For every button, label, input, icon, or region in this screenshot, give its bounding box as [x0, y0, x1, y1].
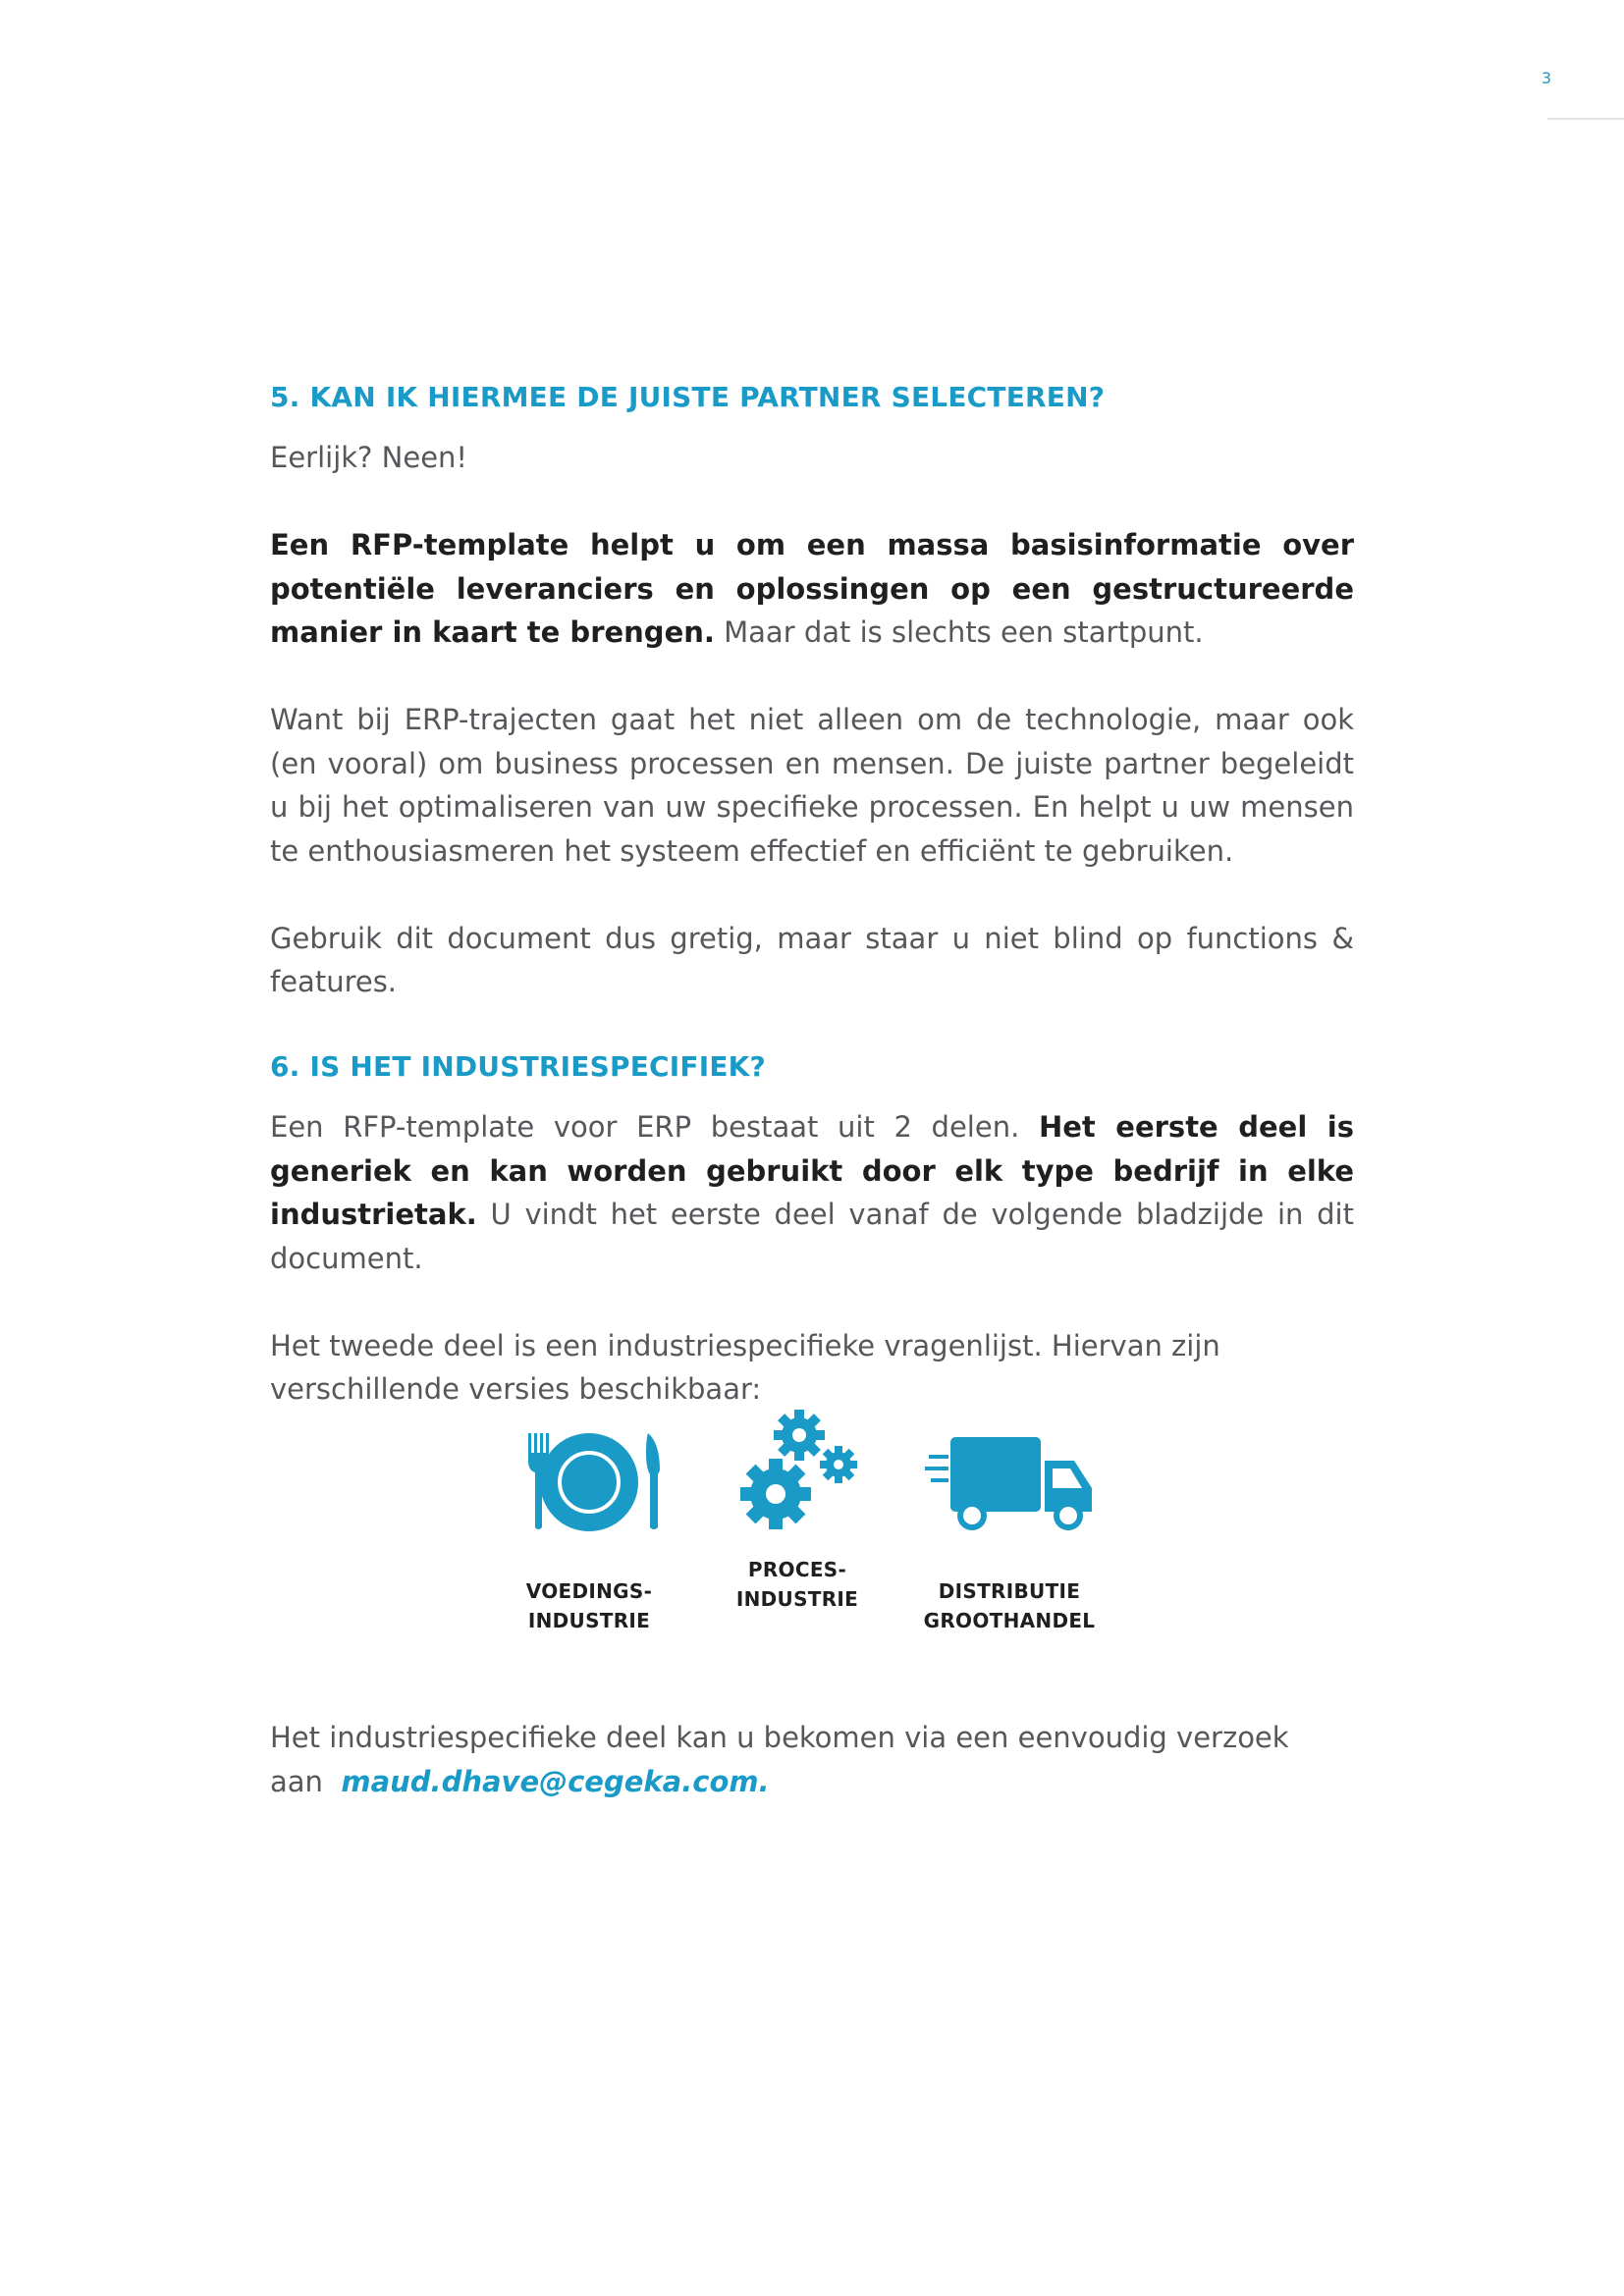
section-6	[270, 1050, 1354, 1083]
paragraph-second-part: Het tweede deel is een industriespecifieke vragenlijst. Hiervan zijn verschillende versies beschikbaar:	[270, 1328, 1220, 1406]
industry-list	[0, 1433, 1624, 1669]
gears-icon	[729, 1408, 866, 1535]
paragraph-erp-trajectories: Want bij ERP-trajecten gaat het niet alleen om de technologie, maar ook (en vooral) om business processen en mensen. De juiste partner begeleidt u bij het optimaliseren van uw specifieke processen. En helpt u uw mensen te enthousiasmeren het systeem effectief en efficiënt te gebruiken.	[270, 703, 1354, 868]
email-link[interactable]: maud.dhave@cegeka.com.	[341, 1764, 770, 1798]
paragraph-request-line1: Het industriespecifieke deel kan u bekomen via een eenvoudig verzoek	[270, 1721, 1289, 1754]
delivery-truck-icon	[921, 1433, 1098, 1531]
paragraph-rfp-template-bold: Een RFP-template helpt u om een massa basisinformatie over potentiële leveranciers en oplossingen op een gestructureerde manier in kaart te brengen.	[270, 528, 1354, 649]
industry-process-label-line1: PROCES-	[747, 1558, 847, 1581]
industry-process-label-line2: INDUSTRIE	[735, 1587, 859, 1611]
paragraph-two-parts-start: Een RFP-template voor ERP bestaat uit 2 delen.	[270, 1110, 1020, 1144]
section-6-heading: 6. IS HET INDUSTRIESPECIFIEK?	[270, 1050, 767, 1083]
page-number-rule	[1547, 118, 1624, 120]
section-5-body	[270, 436, 1354, 1004]
paragraph-two-parts-end: U vindt het eerste deel vanaf de volgende bladzijde in dit document.	[270, 1198, 1354, 1275]
industry-food-label-line2: INDUSTRIE	[527, 1609, 651, 1632]
industry-distribution	[911, 1433, 1108, 1635]
industry-food-label-line1: VOEDINGS-	[525, 1579, 653, 1603]
plate-cutlery-icon	[511, 1433, 668, 1531]
paragraph-two-parts	[270, 1105, 1354, 1280]
paragraph-rfp-template	[270, 523, 1354, 655]
industry-distribution-label	[911, 1576, 1108, 1635]
industry-food	[491, 1433, 687, 1635]
paragraph-request-aan: aan	[270, 1764, 323, 1798]
paragraph-rfp-template-rest: Maar dat is slechts een startpunt.	[724, 615, 1204, 649]
industry-distribution-label-line2: GROOTHANDEL	[923, 1609, 1096, 1632]
industry-process	[699, 1433, 895, 1614]
paragraph-two-parts-bold: Het eerste deel is generiek en kan worden gebruikt door elk type bedrijf in elke industrietak.	[270, 1110, 1355, 1231]
paragraph-use-document: Gebruik dit document dus gretig, maar staar u niet blind op functions & features.	[270, 921, 1354, 998]
section-6-body	[270, 1105, 1354, 1412]
section-6-closing	[270, 1716, 1354, 1803]
section-5-heading: 5. KAN IK HIERMEE DE JUISTE PARTNER SELECTEREN?	[270, 381, 1106, 413]
paragraph-request	[270, 1716, 1354, 1803]
industry-distribution-label-line1: DISTRIBUTIE	[938, 1579, 1081, 1603]
industry-process-label	[699, 1555, 895, 1614]
section-5	[270, 381, 1354, 413]
paragraph-honestly: Eerlijk? Neen!	[270, 441, 468, 474]
industry-food-label	[491, 1576, 687, 1635]
page-number: 3	[1541, 69, 1552, 87]
